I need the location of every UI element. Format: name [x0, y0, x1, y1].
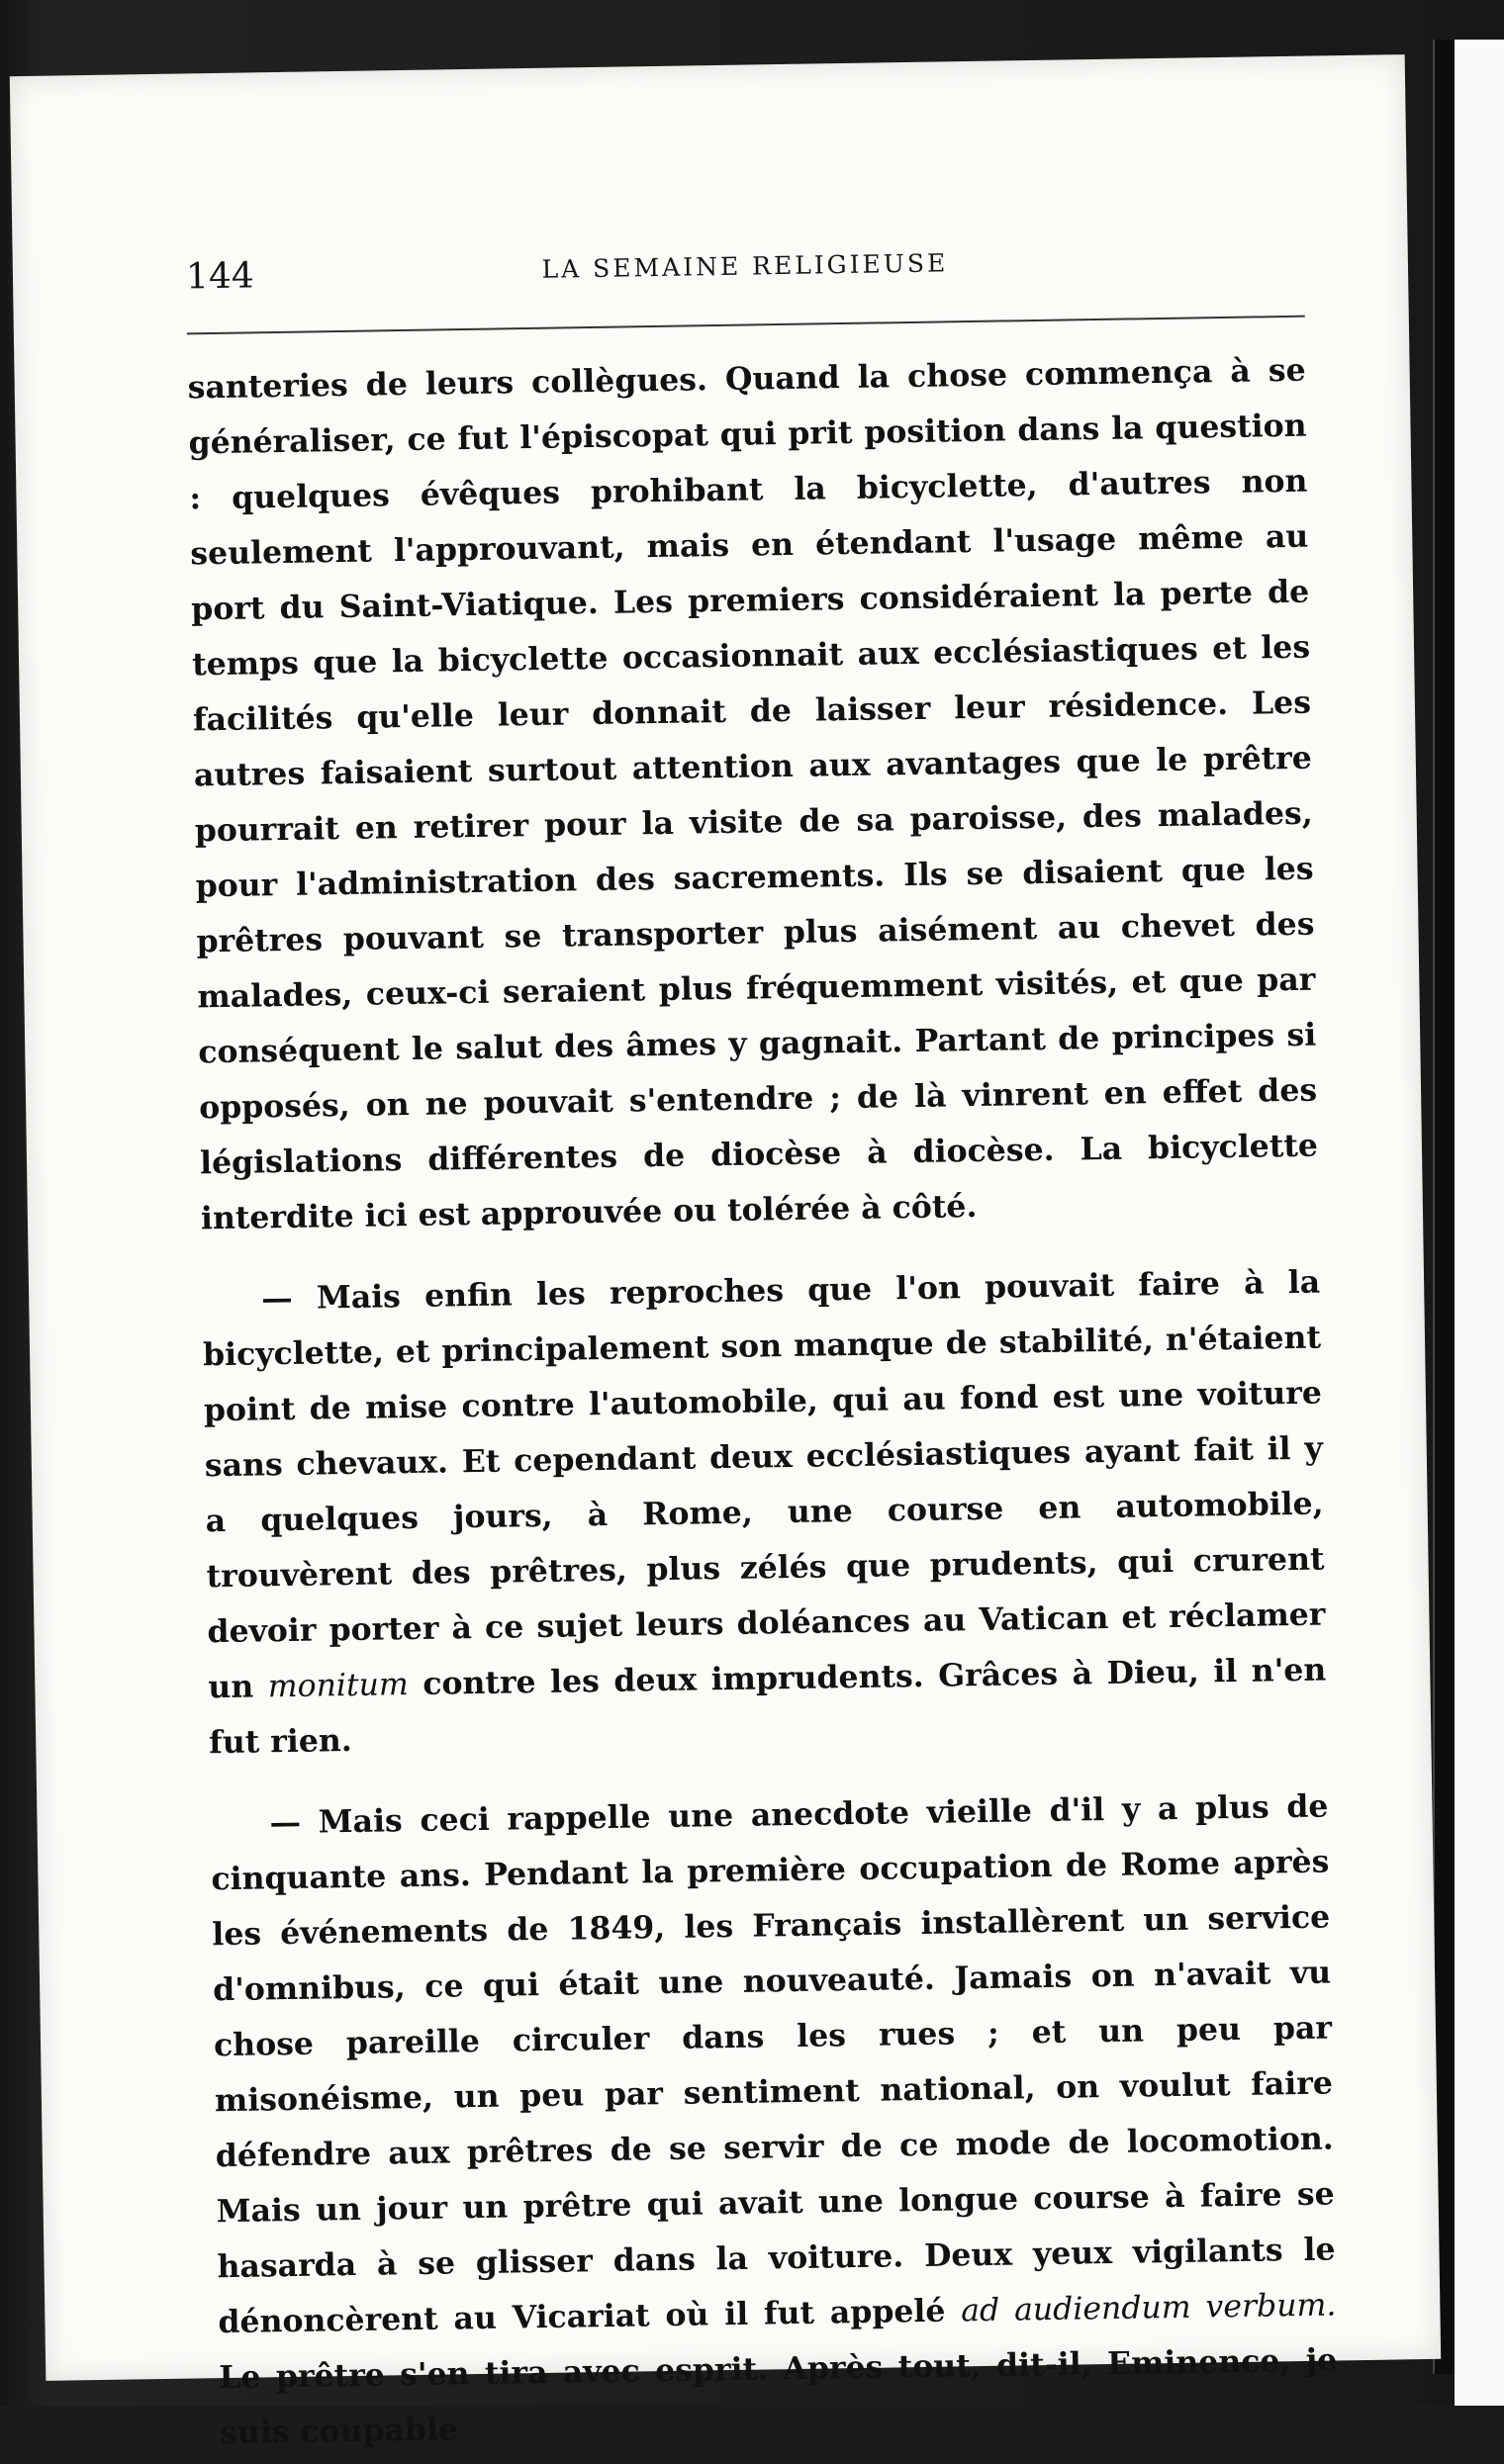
paragraph-1: santeries de leurs collègues. Quand la chose commença à se généraliser, ce fut l'épiscopat qui prit position dans la question : quelques évêques prohibant la bicyclette, d'autres non seulement l'approuvant, mais en étendant l'usage même au port du Saint-Viatique. Les premiers considéraient la perte de temps que la bicyclette occasionnait aux ecclésiastiques et les facilités qu'elle leur donnait de laisser leur résidence. Les autres faisaient surtout attention aux avantages que le prêtre pourrait en retirer pour la visite de sa paroisse, des malades, pour l'administration des sacrements. Ils se disaient que les prêtres pouvant se transporter plus aisément au chevet des malades, ceux-ci seraient plus fréquemment visités, et que par conséquent le salut des âmes y gagnait. Partant de principes si opposés, on ne pouvait s'entendre ; de là vinrent en effet des législations différentes de diocèse à diocèse. La bicyclette interdite ici est approuvée ou tolérée à côté. [187, 351, 1319, 1237]
book-spine [1433, 40, 1455, 2374]
paragraph-2 [202, 1255, 1328, 1772]
paragraph-2-text-b: contre les deux imprudents. Grâces à Dieu, il n'en fut rien. [208, 1651, 1327, 1762]
page-number: 144 [185, 255, 255, 298]
paragraph-3-text-b: Le prêtre s'en tira avec esprit. Après tout, dit-il, Eminence, je suis coupable [219, 2341, 1338, 2452]
paragraph-2-italic: monitum [267, 1667, 410, 1705]
paragraph-3-italic: ad audiendum verbum. [960, 2287, 1337, 2329]
book-page [10, 54, 1441, 2452]
paragraph-2-text-a: — Mais enfin les reproches que l'on pouvait faire à la bicyclette, et principalement son manque de stabilité, n'étaient point de mise contre l'automobile, qui au fond est une voiture sans chevaux. Et cependant deux ecclésiastiques ayant fait il y a quelques jours, à Rome, une course en automobile, trouvèrent des prêtres, plus zélés que prudents, qui crurent devoir porter à ce sujet leurs doléances au Vatican et réclamer un [202, 1263, 1326, 1706]
header-rule [187, 316, 1305, 335]
paragraph-3-text-a: — Mais ceci rappelle une anecdote vieille d'il y a plus de cinquante ans. Pendant la première occupation de Rome après les événements de 1849, les Français installèrent un service d'omnibus, ce qui était une nouveauté. Jamais on n'avait vu chose pareille circuler dans les rues ; et un peu par misonéisme, un peu par sentiment national, on voulut faire défendre aux prêtres de se servir de ce mode de locomotion. Mais un jour un prêtre qui avait une longue course à faire se hasarda à se glisser dans la voiture. Deux yeux vigilants le dénoncèrent au Vicariat où il fut appelé [211, 1787, 1336, 2341]
facing-page-edge [1455, 40, 1504, 2406]
running-title: LA SEMAINE RELIGIEUSE [541, 248, 949, 284]
paragraph-3 [210, 1780, 1338, 2462]
page-header [186, 239, 1305, 307]
body-text [187, 343, 1338, 2461]
